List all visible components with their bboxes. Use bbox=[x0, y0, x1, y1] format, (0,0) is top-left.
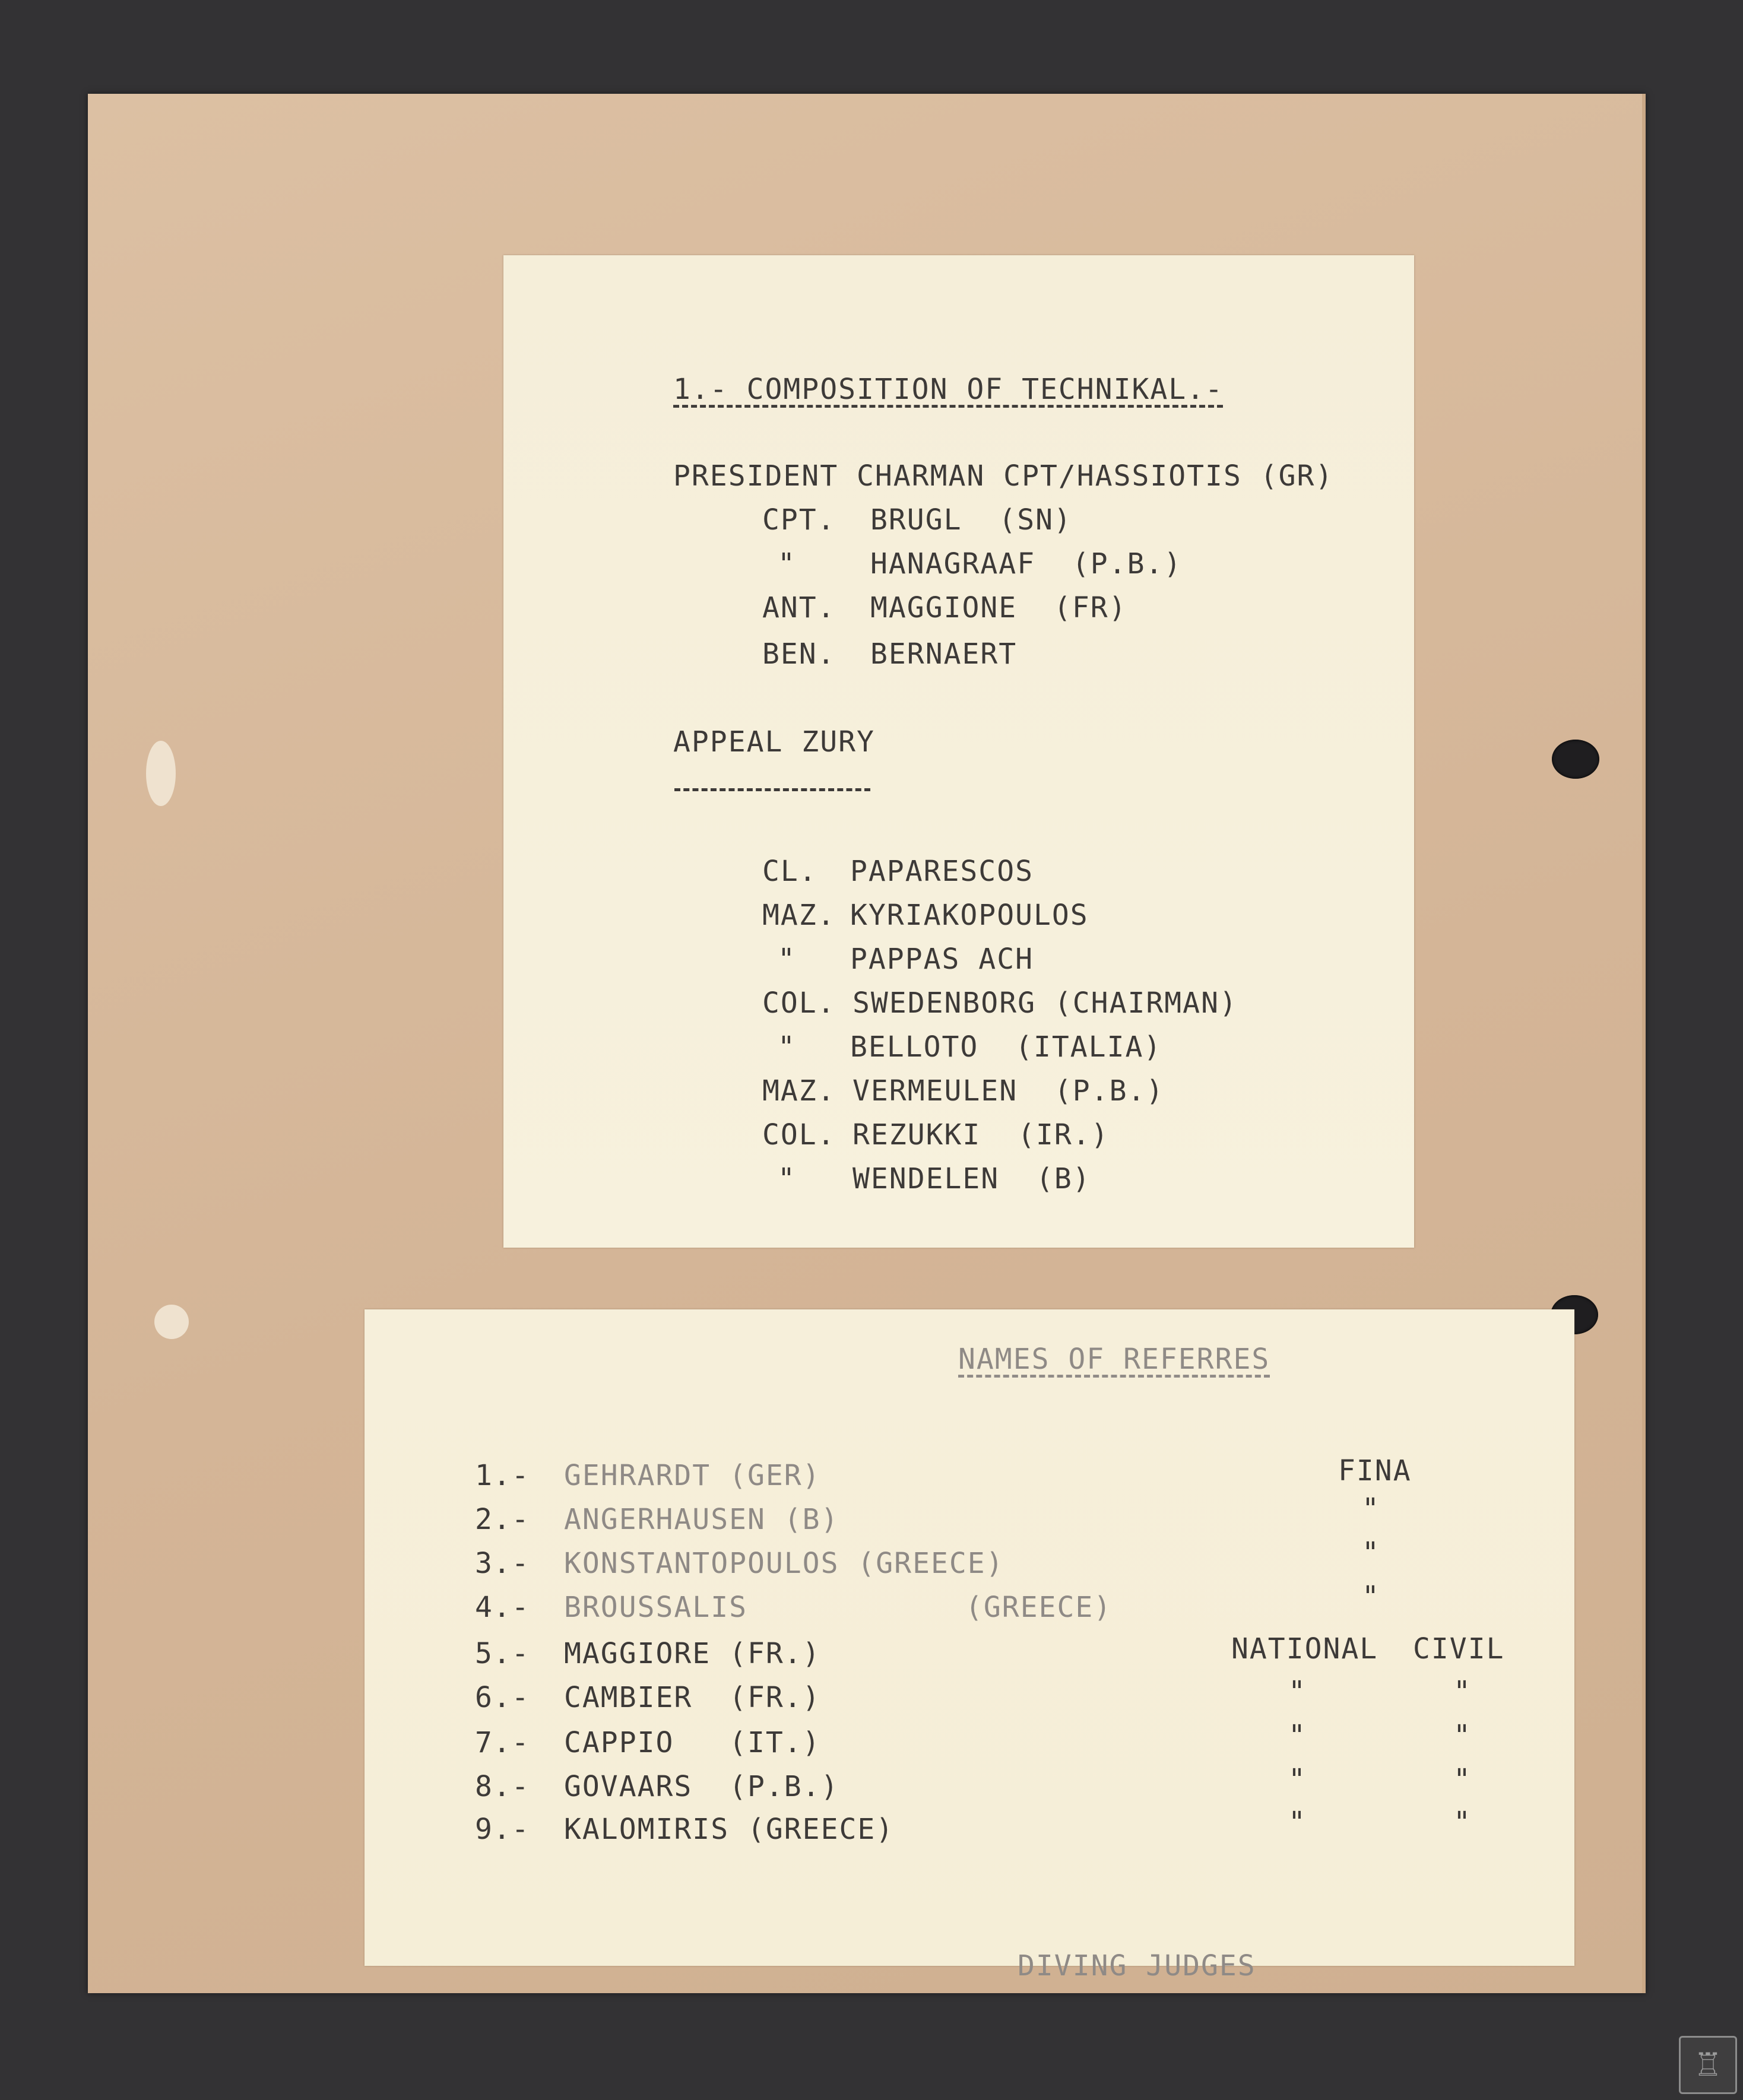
punch-hole-upper bbox=[1552, 740, 1599, 779]
member-name: BERNAERT bbox=[870, 637, 1018, 671]
member-name: HANAGRAAF (P.B.) bbox=[870, 547, 1183, 580]
cutoff-heading: DIVING JUDGES bbox=[1018, 1949, 1256, 1982]
fina-ditto: " bbox=[1362, 1536, 1380, 1569]
referee-number: 5.- bbox=[475, 1637, 530, 1670]
referee-name: ANGERHAUSEN (B) bbox=[564, 1503, 839, 1536]
referee-number: 2.- bbox=[475, 1503, 530, 1536]
national-ditto: " bbox=[1288, 1675, 1307, 1708]
member-title: CPT. bbox=[762, 503, 836, 537]
appeal-name: WENDELEN (B) bbox=[853, 1162, 1091, 1195]
appeal-name: SWEDENBORG (CHAIRMAN) bbox=[853, 986, 1238, 1020]
president-line: PRESIDENT CHARMAN CPT/HASSIOTIS (GR) bbox=[673, 459, 1334, 493]
civil-label: CIVIL bbox=[1413, 1632, 1505, 1666]
civil-ditto: " bbox=[1453, 1763, 1472, 1796]
appeal-title: " bbox=[778, 1030, 796, 1064]
archive-stamp-icon: ♖ bbox=[1679, 2036, 1737, 2094]
member-title: BEN. bbox=[762, 637, 836, 671]
referee-name: CAMBIER (FR.) bbox=[564, 1681, 821, 1714]
national-ditto: " bbox=[1288, 1806, 1307, 1839]
referee-name: GEHRARDT (GER) bbox=[564, 1459, 821, 1492]
appeal-title: " bbox=[778, 943, 796, 976]
referee-number: 8.- bbox=[475, 1770, 530, 1803]
appeal-name: PAPARESCOS bbox=[850, 855, 1034, 888]
member-title: " bbox=[778, 547, 796, 580]
referee-name: GOVAARS (P.B.) bbox=[564, 1770, 839, 1803]
referee-name: KALOMIRIS (GREECE) bbox=[564, 1813, 895, 1846]
referee-name: KONSTANTOPOULOS (GREECE) bbox=[564, 1547, 1004, 1580]
fina-ditto: " bbox=[1362, 1580, 1380, 1613]
referee-name: MAGGIORE (FR.) bbox=[564, 1637, 821, 1670]
appeal-title: " bbox=[778, 1162, 796, 1195]
referees-slip bbox=[365, 1309, 1574, 1982]
referee-number: 7.- bbox=[475, 1726, 530, 1759]
appeal-title: CL. bbox=[762, 855, 817, 888]
appeal-name: PAPPAS ACH bbox=[850, 943, 1034, 976]
referee-number: 6.- bbox=[475, 1681, 530, 1714]
appeal-title: COL. bbox=[762, 986, 836, 1020]
appeal-title: COL. bbox=[762, 1118, 836, 1151]
referee-number: 3.- bbox=[475, 1547, 530, 1580]
referee-number: 9.- bbox=[475, 1813, 530, 1846]
appeal-name: KYRIAKOPOULOS bbox=[850, 899, 1089, 932]
national-ditto: " bbox=[1288, 1719, 1307, 1752]
cutoff-clip bbox=[365, 1949, 1574, 1982]
referee-number: 1.- bbox=[475, 1459, 530, 1492]
referee-name: CAPPIO (IT.) bbox=[564, 1726, 821, 1759]
member-name: MAGGIONE (FR) bbox=[870, 591, 1127, 624]
torn-hole-lower bbox=[154, 1305, 189, 1339]
section1-heading: 1.- COMPOSITION OF TECHNIKAL.- bbox=[673, 373, 1224, 406]
appeal-name: BELLOTO (ITALIA) bbox=[850, 1030, 1162, 1064]
appeal-title: MAZ. bbox=[762, 899, 836, 932]
referee-country: (GREECE) bbox=[965, 1591, 1113, 1624]
member-title: ANT. bbox=[762, 591, 836, 624]
appeal-heading-underline bbox=[674, 788, 870, 791]
civil-ditto: " bbox=[1453, 1719, 1472, 1752]
fina-label: FINA bbox=[1338, 1454, 1412, 1487]
civil-ditto: " bbox=[1453, 1675, 1472, 1708]
torn-hole-upper bbox=[146, 741, 176, 806]
national-ditto: " bbox=[1288, 1763, 1307, 1796]
referee-number: 4.- bbox=[475, 1591, 530, 1624]
section2-heading: NAMES OF REFERRES bbox=[958, 1343, 1270, 1376]
appeal-heading: APPEAL ZURY bbox=[673, 725, 875, 759]
fina-ditto: " bbox=[1362, 1492, 1380, 1525]
mounting-board bbox=[88, 94, 1646, 1993]
appeal-name: REZUKKI (IR.) bbox=[853, 1118, 1110, 1151]
national-label: NATIONAL bbox=[1231, 1632, 1378, 1666]
appeal-name: VERMEULEN (P.B.) bbox=[853, 1074, 1165, 1108]
technical-committee-slip bbox=[503, 255, 1414, 1248]
appeal-title: MAZ. bbox=[762, 1074, 836, 1108]
referee-name: BROUSSALIS bbox=[564, 1591, 747, 1624]
member-name: BRUGL (SN) bbox=[870, 503, 1072, 537]
civil-ditto: " bbox=[1453, 1806, 1472, 1839]
